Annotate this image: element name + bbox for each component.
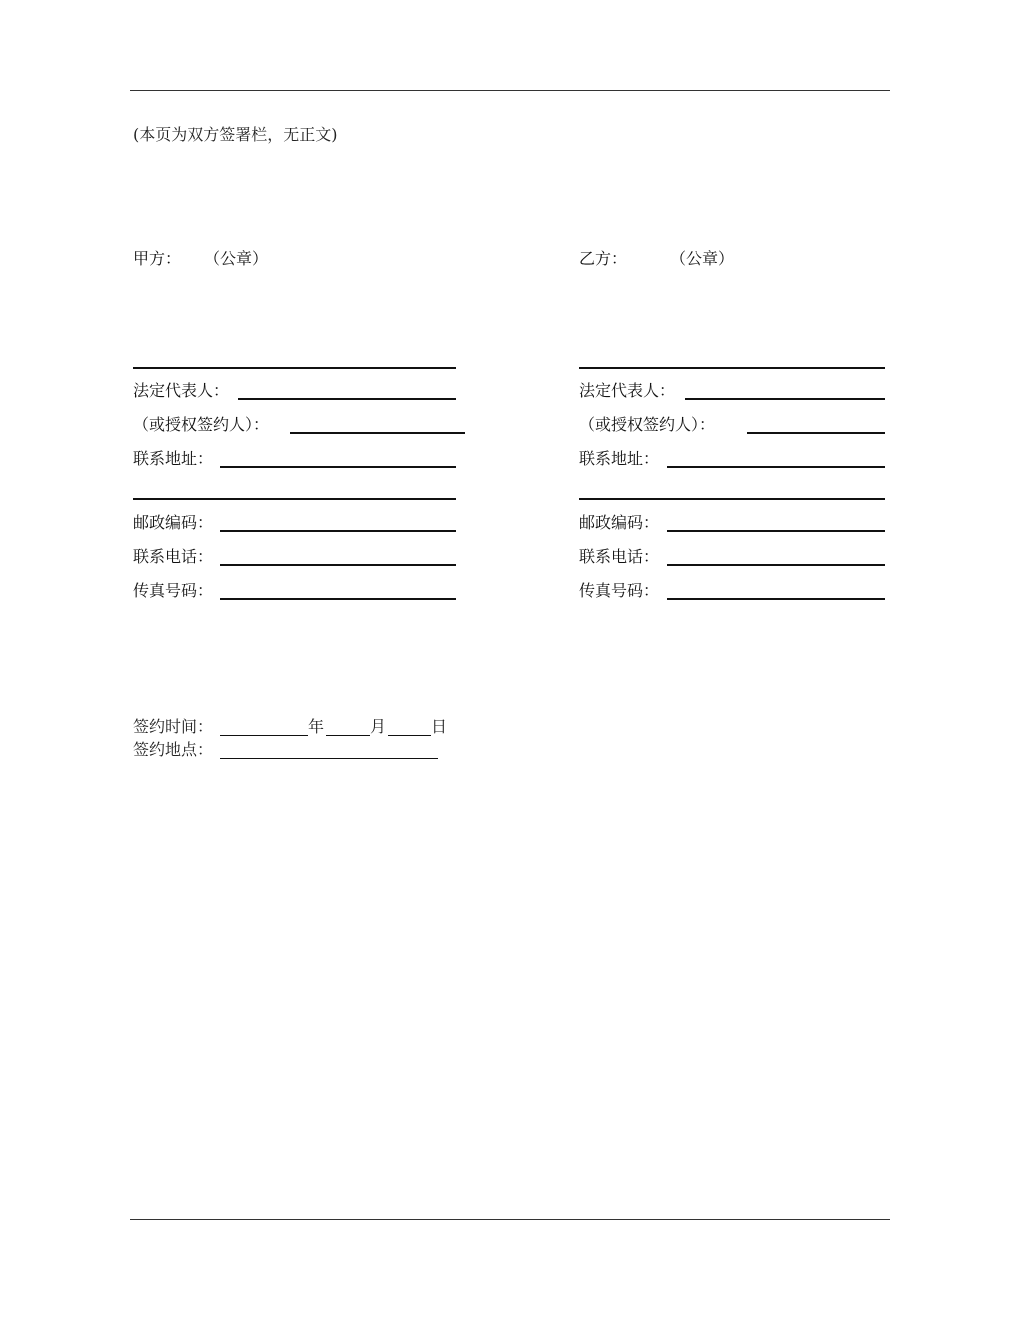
party-a-phone-field[interactable] [220,564,456,566]
party-b-authorized-label: （或授权签约人）： [579,415,716,434]
sign-month-field[interactable] [326,735,370,736]
footer-rule [130,1219,890,1220]
party-a-fax-label: 传真号码： [133,581,214,600]
party-a-address-label: 联系地址： [133,449,214,468]
party-a-authorized-label: （或授权签约人）： [133,415,270,434]
party-b-phone-label: 联系电话： [579,547,660,566]
party-b-authorized-field[interactable] [747,432,885,434]
party-b-fax-field[interactable] [667,598,885,600]
party-b-postal-label: 邮政编码： [579,513,660,532]
sign-time-label: 签约时间： [133,717,214,736]
sign-place-label: 签约地点： [133,740,214,759]
party-a-authorized-field[interactable] [290,432,465,434]
party-a-legal-rep-field[interactable] [238,398,456,400]
sign-day-label: 日 [431,717,448,736]
party-b-label: 乙方： [579,249,628,268]
sign-place-field[interactable] [220,758,438,759]
sign-year-field[interactable] [220,735,308,736]
party-a-postal-field[interactable] [220,530,456,532]
party-b-seal: （公章） [670,249,735,268]
party-a-label: 甲方： [133,249,182,268]
sign-year-label: 年 [308,717,325,736]
party-a-postal-label: 邮政编码： [133,513,214,532]
page-note: (本页为双方签署栏，无正文) [133,125,338,144]
party-b-phone-field[interactable] [667,564,885,566]
party-a-phone-label: 联系电话： [133,547,214,566]
party-a-address-field[interactable] [220,466,456,468]
party-a-signature-line[interactable] [133,367,456,369]
party-b-signature-line[interactable] [579,367,885,369]
header-rule [130,90,890,91]
party-b-legal-rep-field[interactable] [685,398,885,400]
party-b-address-field[interactable] [667,466,885,468]
sign-month-label: 月 [370,717,387,736]
party-a-address-field-2[interactable] [133,498,456,500]
party-b-legal-rep-label: 法定代表人： [579,381,676,400]
sign-day-field[interactable] [388,735,431,736]
party-b-fax-label: 传真号码： [579,581,660,600]
party-a-fax-field[interactable] [220,598,456,600]
party-a-legal-rep-label: 法定代表人： [133,381,230,400]
party-b-address-field-2[interactable] [579,498,885,500]
party-b-postal-field[interactable] [667,530,885,532]
party-b-address-label: 联系地址： [579,449,660,468]
party-a-seal: （公章） [204,249,269,268]
